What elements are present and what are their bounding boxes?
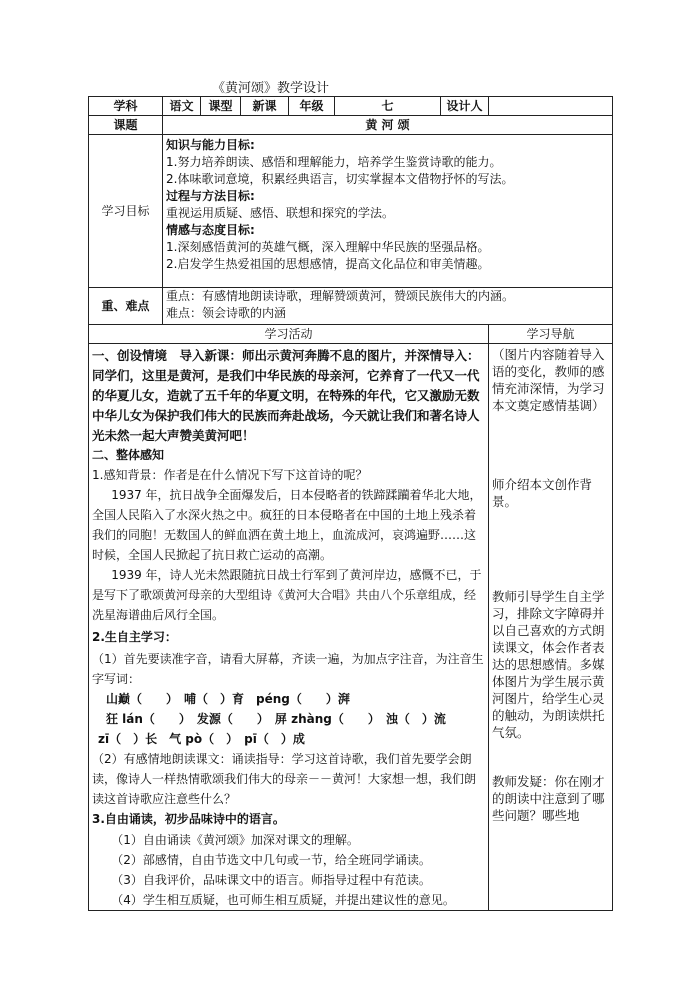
keypoints-label: 重、难点 bbox=[89, 288, 163, 325]
grade-value: 七 bbox=[335, 97, 441, 116]
intro-paragraph: 一、创设情境 导入新课：师出示黄河奔腾不息的图片，并深情导入：同学们，这里是黄河，是我们中华民族的母亲河，它养育了一代又一代的华夏儿女，造就了五千年的华夏文明，在特殊的年代，它又激励无数中华儿女为保护我们伟大的民族而奔赴战场，今天就让我们和著名诗人光未然一起大声赞美黄河吧！ bbox=[92, 348, 480, 443]
guide-note: 教师引导学生自主学习，排除文字障碍并以自己喜欢的方式朗读课文，体会作者表达的思想感情。多媒体图片为学生展示黄河图片，给学生心灵的触动，为朗读烘托气氛。 bbox=[492, 589, 605, 740]
type-label: 课型 bbox=[201, 97, 241, 116]
type-value: 新课 bbox=[241, 97, 289, 116]
designer-label: 设计人 bbox=[441, 97, 489, 116]
self-study-heading: 2.生自主学习： bbox=[92, 630, 177, 644]
objectives-content bbox=[163, 135, 613, 288]
activity-content bbox=[89, 344, 489, 911]
emotion-item: 2.启发学生热爱祖国的思想感情，提高文化品位和审美情趣。 bbox=[166, 257, 490, 271]
background-paragraph: 1939 年，诗人光未然跟随抗日战士行军到了黄河岸边，感慨不已，于是写下了歌颂黄河母亲的大型组诗《黄河大合唱》共由八个乐章组成，经冼星海谱曲后风行全国。 bbox=[92, 568, 482, 622]
background-question: 1.感知背景：作者是在什么情况下写下这首诗的呢？ bbox=[92, 468, 368, 482]
guide-content bbox=[489, 344, 613, 911]
free-reading-item: （4）学生相互质疑，也可师生相互质疑，并提出建议性的意见。 bbox=[111, 893, 455, 907]
guide-note: （图片内容随着导入语的变化，教师的感情充沛深情，为学习本文奠定感情基调） bbox=[492, 347, 605, 413]
pinyin-exercise-line: 山巅（ ） 哺（ ）育 péng（ ）湃 bbox=[106, 692, 350, 706]
objectives-label: 学习目标 bbox=[89, 135, 163, 288]
subject-label: 学科 bbox=[89, 97, 163, 116]
guide-note: 师介绍本文创作背景。 bbox=[492, 477, 593, 509]
knowledge-item: 2.体味歌词意境，积累经典语言，切实掌握本文借物抒怀的写法。 bbox=[166, 172, 514, 186]
emotion-item: 1.深刻感悟黄河的英雄气概，深入理解中华民族的坚强品格。 bbox=[166, 240, 490, 254]
process-heading: 过程与方法目标: bbox=[166, 189, 255, 203]
topic-label: 课题 bbox=[89, 116, 163, 135]
guide-note: 教师发疑：你在刚才的朗读中注意到了哪些问题？哪些地 bbox=[492, 774, 605, 823]
header-row bbox=[89, 97, 613, 116]
self-study-paragraph: （2）有感情地朗读课文：诵读指导：学习这首诗歌，我们首先要学会朗读，像诗人一样热情歌颂我们伟大的母亲－－黄河！大家想一想，我们朗读这首诗歌应注意些什么？ bbox=[92, 752, 477, 806]
free-reading-item: （3）自我评价，品味课文中的语言。师指导过程中有范读。 bbox=[111, 873, 431, 887]
keypoints-content bbox=[163, 288, 613, 325]
key-point: 重点：有感情地朗读诗歌，理解赞颂黄河，赞颂民族伟大的内涵。 bbox=[166, 289, 515, 303]
knowledge-heading: 知识与能力目标: bbox=[166, 138, 255, 152]
pinyin-exercise-line: 狂 lán（ ） 发源（ ） 屏 zhàng（ ） 浊（ ）流 bbox=[106, 712, 446, 726]
process-item: 重视运用质疑、感悟、联想和探究的学法。 bbox=[166, 206, 395, 220]
self-study-paragraph: （1）首先要读准字音，请看大屏幕，齐读一遍，为加点字注音，为注音生字写词： bbox=[92, 652, 484, 686]
knowledge-item: 1.努力培养朗读、感悟和理解能力，培养学生鉴赏诗歌的能力。 bbox=[166, 155, 502, 169]
keypoints-row bbox=[89, 288, 613, 325]
free-reading-heading: 3.自由诵读，初步品味诗中的语言。 bbox=[92, 812, 285, 826]
emotion-heading: 情感与态度目标: bbox=[166, 223, 255, 237]
background-paragraph: 1937 年，抗日战争全面爆发后，日本侵略者的铁蹄蹂躏着华北大地，全国人民陷入了水深火热之中。疯狂的日本侵略者在中国的土地上残杀着我们的同胞！无数国人的鲜血洒在黄土地上，血流成河，哀鸿遍野……这时候，全国人民掀起了抗日救亡运动的高潮。 bbox=[92, 488, 482, 562]
topic-row bbox=[89, 116, 613, 135]
subject-value: 语文 bbox=[163, 97, 201, 116]
designer-value bbox=[489, 97, 613, 116]
objectives-row bbox=[89, 135, 613, 288]
grade-label: 年级 bbox=[289, 97, 335, 116]
lesson-plan-table bbox=[88, 96, 613, 911]
pinyin-exercise-line: zī（ ）长 气 pò（ ） pī（ ）成 bbox=[98, 732, 305, 746]
topic-value: 黄 河 颂 bbox=[163, 116, 613, 135]
section-heading: 二、整体感知 bbox=[92, 448, 165, 462]
activity-header: 学习活动 bbox=[89, 325, 489, 344]
section-header-row bbox=[89, 325, 613, 344]
activity-row bbox=[89, 344, 613, 911]
free-reading-item: （1）自由诵读《黄河颂》加深对课文的理解。 bbox=[111, 833, 359, 847]
free-reading-item: （2）部感情，自由节选文中几句或一节，给全班同学诵读。 bbox=[111, 853, 431, 867]
guide-header: 学习导航 bbox=[489, 325, 613, 344]
difficult-point: 难点：领会诗歌的内涵 bbox=[166, 306, 287, 320]
document-title: 《黄河颂》教学设计 bbox=[212, 81, 330, 96]
